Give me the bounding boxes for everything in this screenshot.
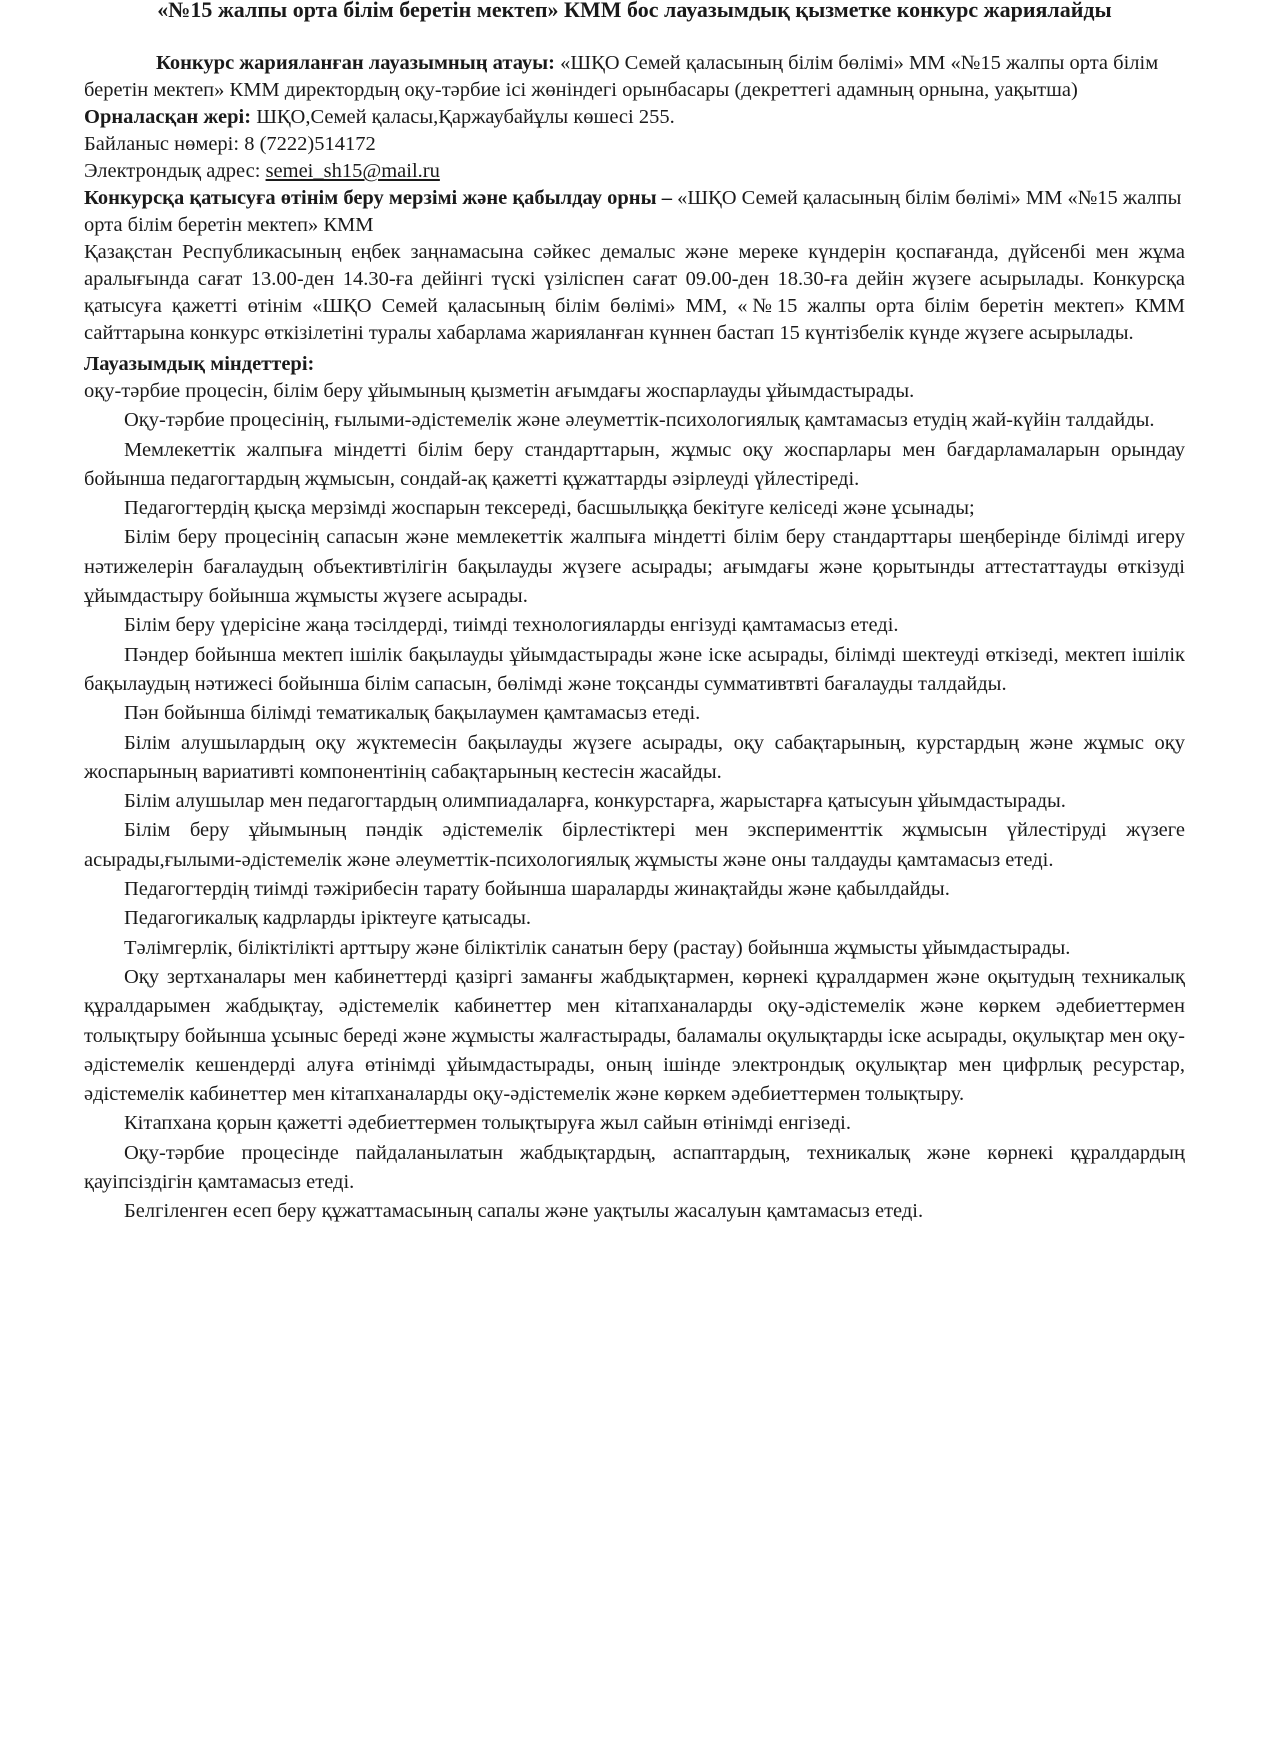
phone-value: 8 (7222)514172 [239, 133, 376, 155]
duty-item: Педагогтердің тиімді тәжірибесін тарату бойынша шараларды жинақтайды және қабылдайды. [124, 878, 950, 901]
duties-list [84, 377, 1185, 1227]
vacancy-info [84, 50, 1185, 347]
email-label: Электрондық адрес: [84, 160, 261, 182]
deadline-text: «ШҚО Семей қаласының білім бөлімі» ММ «№15 жалпы орта білім беретін мектеп» КММ [84, 187, 1182, 236]
duty-item: Тәлімгерлік, біліктілікті арттыру және біліктілік санатын беру (растау) бойынша жұмысты ұйымдастырады. [124, 936, 1071, 959]
email-link[interactable]: semei_sh15@mail.ru [265, 160, 440, 182]
position-paragraph [84, 50, 1185, 104]
duty-item: Педагогикалық кадрларды іріктеуге қатысады. [124, 907, 532, 930]
duty-item: Пәндер бойынша мектеп ішілік бақылауды ұйымдастырады және іске асырады, білімді шектеуді өткізеді, мектеп ішілік бақылаудың нәтижесі бойынша білім сапасын, бөлімді және тоқсанды суммативтвті бағалауды талдайды. [84, 643, 1185, 695]
duty-item: Педагогтердің қысқа мерзімді жоспарын тексереді, басшылыққа бекітуге келіседі және ұсынады; [124, 497, 975, 520]
deadline-label: Конкурсқа қатысуға өтінім беру мерзімі және қабылдау орны – [84, 187, 672, 209]
duty-item: Білім алушылар мен педагогтардың олимпиадаларға, конкурстарға, жарыстарға қатысуын ұйымдастырады. [124, 790, 1066, 813]
location-paragraph [84, 104, 1185, 131]
phone-label: Байланыс нөмері: [84, 133, 240, 155]
email-paragraph [84, 158, 1185, 185]
schedule-paragraph: Қазақстан Республикасының еңбек заңнамасына сәйкес демалыс және мереке күндерін қоспағанда, дүйсенбі мен жұма аралығында сағат 13.00-ден 14.30-ға дейінгі түскі үзіліспен сағат 09.00-ден 18.30-ға дейін жүзеге асырылады. Конкурсқа қатысуға қажетті өтінім «ШҚО Семей қаласының білім бөлімі» ММ, «№15 жалпы орта білім беретін мектеп» КММ сайттарына конкурс өткізілетіні туралы хабарлама жарияланған күннен бастап 15 күнтізбелік күнде жүзеге асырылады. [84, 241, 1185, 344]
duty-item: Пән бойынша білімді тематикалық бақылаумен қамтамасыз етеді. [124, 702, 701, 725]
phone-paragraph [84, 131, 1185, 158]
duty-item: Мемлекеттік жалпыға міндетті білім беру стандарттарын, жұмыс оқу жоспарлары мен бағдарламаларын орындау бойынша педагогтардың жұмысын, сондай-ақ қажетті құжаттарды әзірлеуді үйлестіреді. [84, 438, 1185, 490]
deadline-paragraph [84, 185, 1185, 239]
duty-item: оқу-тәрбие процесін, білім беру ұйымының қызметін ағымдағы жоспарлауды ұйымдастырады. [84, 380, 915, 402]
location-label: Орналасқан жері: [84, 106, 252, 128]
duty-item: Білім алушылардың оқу жүктемесін бақылауды жүзеге асырады, оқу сабақтарының, курстардың және жұмыс оқу жоспарының вариативті компонентінің сабақтарының кестесін жасайды. [84, 731, 1185, 783]
duty-item: Кітапхана қорын қажетті әдебиеттермен толықтыруға жыл сайын өтінімді енгізеді. [124, 1112, 851, 1135]
duty-item: Оқу зертханалары мен кабинеттерді қазіргі заманғы жабдықтармен, көрнекі құралдармен және оқытудың техникалық құралдарымен жабдықтау, әдістемелік кабинеттер мен кітапханаларды оқу-әдістемелік және көркем әдебиеттермен толықтыру бойынша ұсыныс береді және жұмысты жалғастырады, баламалы оқулықтарды іске асырады, оқулықтар мен оқу-әдістемелік кешендерді алуға өтінімді ұйымдастырады, оның ішінде электрондық оқулықтар мен цифрлық ресурстар, әдістемелік кабинеттер мен кітапханаларды оқу-әдістемелік және көркем әдебиеттермен толықтыру. [84, 965, 1185, 1106]
position-text: «ШҚО Семей қаласының білім бөлімі» ММ «№15 жалпы орта білім беретін мектеп» КММ директордың оқу-тәрбие ісі жөніндегі орынбасары (декреттегі адамның орнына, уақытша) [84, 52, 1159, 101]
duties-title: Лауазымдық міндеттері: [84, 353, 315, 375]
duty-item: Белгіленген есеп беру құжаттамасының сапалы және уақтылы жасалуын қамтамасыз етеді. [124, 1200, 924, 1223]
position-label: Конкурс жарияланған лауазымның атауы: [156, 52, 556, 74]
duty-item: Оқу-тәрбие процесінің, ғылыми-әдістемелік және әлеуметтік-психологиялық қамтамасыз етудің жай-күйін талдайды. [124, 409, 1155, 432]
location-text: ШҚО,Семей қаласы,Қаржаубайұлы көшесі 255. [251, 106, 675, 128]
duty-item: Білім беру ұйымының пәндік әдістемелік бірлестіктері мен эксперименттік жұмысын үйлестіруді жүзеге асырады,ғылыми-әдістемелік және әлеуметтік-психологиялық жұмысты және оны талдауды қамтамасыз етеді. [84, 819, 1185, 871]
duty-item: Білім беру үдерісіне жаңа тәсілдерді, тиімді технологияларды енгізуді қамтамасыз етеді. [124, 614, 899, 637]
duty-item: Оқу-тәрбие процесінде пайдаланылатын жабдықтардың, аспаптардың, техникалық және көрнекі құралдардың қауіпсіздігін қамтамасыз етеді. [84, 1141, 1185, 1194]
duty-item: Білім беру процесінің сапасын және мемлекеттік жалпыға міндетті білім беру стандарттары шеңберінде білімді игеру нәтижелерін бағалаудың объективтілігін бақылауды жүзеге асырады; ағымдағы және қорытынды аттестаттауды өткізуді ұйымдастыру бойынша жұмысты жүзеге асырады. [84, 526, 1185, 608]
document-title: «№15 жалпы орта білім беретін мектеп» КММ бос лауазымдық қызметке конкурс жариялайды [157, 0, 1112, 22]
